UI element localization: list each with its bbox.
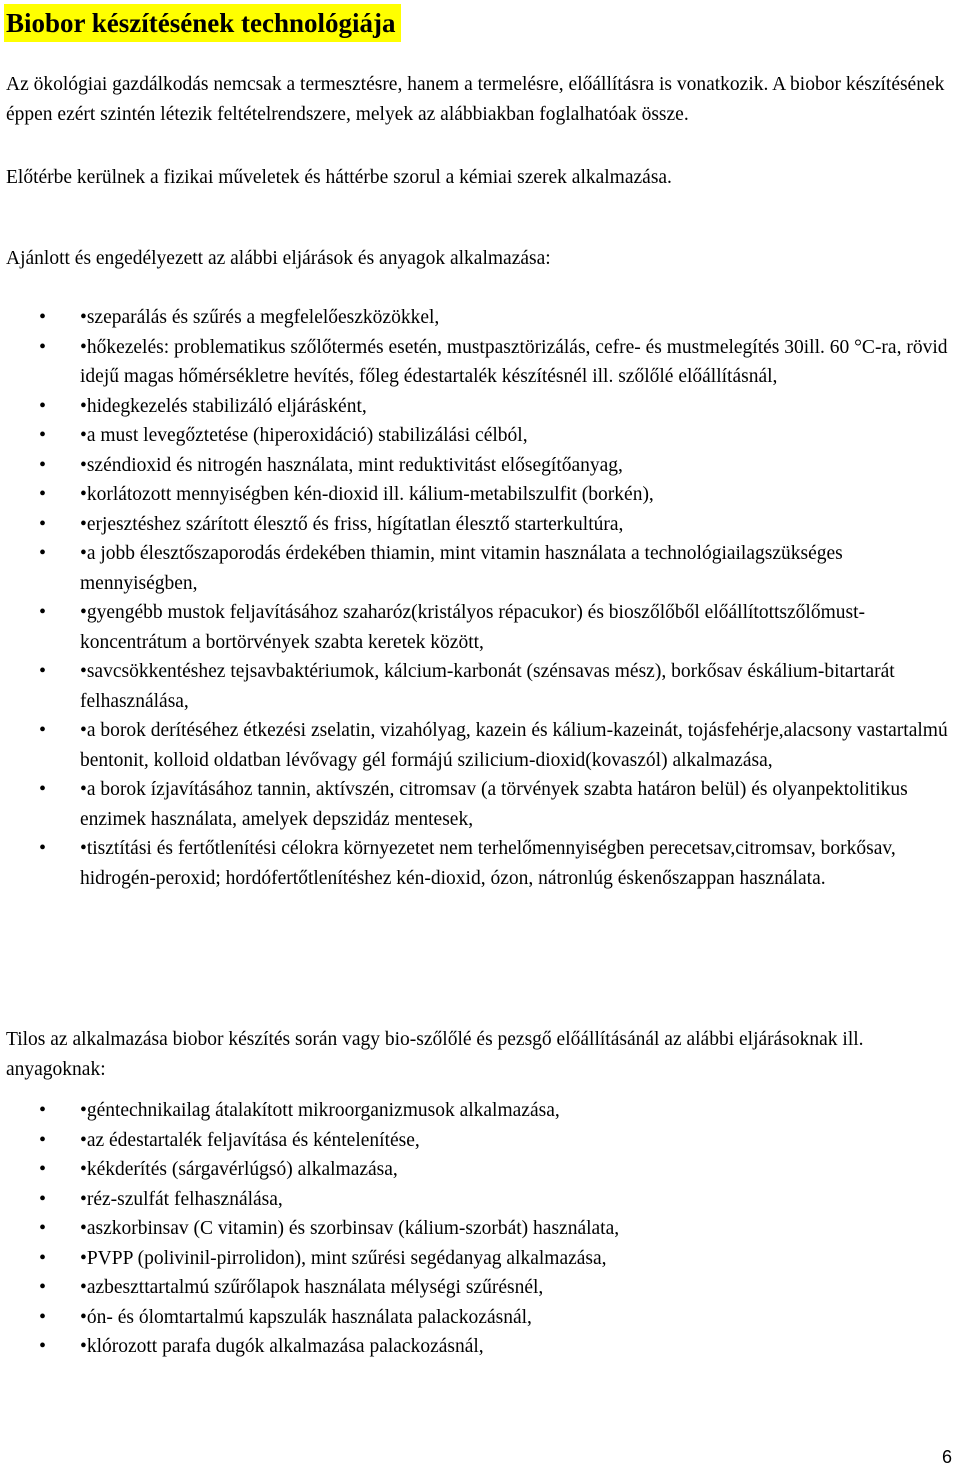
list-item xyxy=(0,421,950,451)
list-item-text: •réz-szulfát felhasználása, xyxy=(80,1188,283,1210)
list-item-text: •géntechnikailag átalakított mikroorganizmusok alkalmazása, xyxy=(80,1100,560,1121)
bullet-icon: • xyxy=(39,837,47,859)
list-item xyxy=(0,1273,950,1303)
bullet-icon: • xyxy=(39,335,47,358)
list-item xyxy=(0,1214,950,1244)
list-item-text: •tisztítási és fertőtlenítési célokra környezetet nem terhelőmennyiségben perecetsav,citromsav, borkősav, hidrogén-peroxid; hordófertőtlenítéshez kén-dioxid, ózon, nátronlúg éskenőszappan használata. xyxy=(80,838,896,889)
list-item-text: •az édestartalék feljavítása és kéntelenítése, xyxy=(80,1129,420,1151)
allowed-procedures-list xyxy=(0,303,950,893)
list-item xyxy=(0,834,950,893)
list-item xyxy=(0,1096,950,1126)
list-item-text: •savcsökkentéshez tejsavbaktériumok, kálcium-karbonát (szénsavas mész), borkősav éskálium-bitartarát felhasználása, xyxy=(80,661,895,712)
physical-operations-paragraph: Előtérbe kerülnek a fizikai műveletek és háttérbe szorul a kémiai szerek alkalmazása. xyxy=(6,167,672,188)
list-item xyxy=(0,716,950,775)
list-item xyxy=(0,598,950,657)
bullet-icon: • xyxy=(39,719,47,741)
list-item xyxy=(0,1303,950,1333)
list-item-text: •aszkorbinsav (C vitamin) és szorbinsav (kálium-szorbát) használata, xyxy=(80,1218,620,1239)
bullet-icon: • xyxy=(39,1099,47,1121)
bullet-icon: • xyxy=(39,1246,47,1269)
list-item xyxy=(0,539,950,598)
list-item xyxy=(0,1244,950,1274)
bullet-icon: • xyxy=(39,512,47,535)
bullet-icon: • xyxy=(39,542,47,564)
list-item-text: •ón- és ólomtartalmú kapszulák használata palackozásnál, xyxy=(80,1306,532,1328)
list-item-text: •a borok ízjavításához tannin, aktívszén, citromsav (a törvények szabta határon belül) és olyanpektolitikus enzimek használata, amelyek depszidáz mentesek, xyxy=(80,779,908,830)
list-item-text: •erjesztéshez szárított élesztő és friss, hígítatlan élesztő starterkultúra, xyxy=(80,513,624,535)
bullet-icon: • xyxy=(39,1335,47,1357)
bullet-icon: • xyxy=(39,1276,47,1298)
list-item xyxy=(0,775,950,834)
list-item xyxy=(0,510,950,540)
list-item xyxy=(0,392,950,422)
list-item-text: •kékderítés (sárgavérlúgsó) alkalmazása, xyxy=(80,1159,398,1180)
allowed-intro-paragraph: Ajánlott és engedélyezett az alábbi eljárások és anyagok alkalmazása: xyxy=(6,248,551,269)
bullet-icon: • xyxy=(39,1217,47,1239)
list-item-text: •klórozott parafa dugók alkalmazása palackozásnál, xyxy=(80,1336,484,1357)
list-item-text: •széndioxid és nitrogén használata, mint reduktivitást elősegítőanyag, xyxy=(80,454,623,476)
list-item-text: •a must levegőztetése (hiperoxidáció) stabilizálási célból, xyxy=(80,425,528,446)
list-item xyxy=(0,1185,950,1215)
list-item xyxy=(0,1126,950,1156)
page-number: 6 xyxy=(941,1447,952,1467)
bullet-icon: • xyxy=(39,424,47,446)
bullet-icon: • xyxy=(39,453,47,476)
bullet-icon: • xyxy=(39,483,47,505)
list-item-text: •azbeszttartalmú szűrőlapok használata mélységi szűrésnél, xyxy=(80,1277,544,1298)
list-item-text: •szeparálás és szűrés a megfelelőeszközökkel, xyxy=(80,307,440,328)
bullet-icon: • xyxy=(39,306,47,328)
bullet-icon: • xyxy=(39,601,47,623)
list-item-text: •gyengébb mustok feljavításához szaharóz(kristályos répacukor) és bioszőlőből előállítottszőlőmust-koncentrátum a bortörvények szabta keretek között, xyxy=(80,602,865,653)
bullet-icon: • xyxy=(39,1305,47,1328)
bullet-icon: • xyxy=(39,778,47,800)
forbidden-intro-paragraph: Tilos az alkalmazása biobor készítés során vagy bio-szőlőlé és pezsgő előállításánál az alábbi eljárásoknak ill. anyagoknak: xyxy=(6,1029,864,1080)
list-item xyxy=(0,333,950,392)
list-item xyxy=(0,451,950,481)
bullet-icon: • xyxy=(39,1187,47,1210)
bullet-icon: • xyxy=(39,394,47,417)
bullet-icon: • xyxy=(39,1128,47,1151)
list-item xyxy=(0,1155,950,1185)
list-item-text: •a jobb élesztőszaporodás érdekében thiamin, mint vitamin használata a technológiailagszükséges mennyiségben, xyxy=(80,543,843,594)
intro-paragraph: Az ökológiai gazdálkodás nemcsak a termesztésre, hanem a termelésre, előállításra is vonatkozik. A biobor készítésének éppen ezért szintén létezik feltételrendszere, melyek az alábbiakban foglalhatóak össze. xyxy=(6,74,945,125)
forbidden-procedures-list xyxy=(0,1096,950,1362)
list-item xyxy=(0,303,950,333)
list-item xyxy=(0,1332,950,1362)
list-item-text: •korlátozott mennyiségben kén-dioxid ill. kálium-metabilszulfit (borkén), xyxy=(80,484,654,505)
list-item-text: •hidegkezelés stabilizáló eljárásként, xyxy=(80,395,367,417)
list-item-text: •PVPP (polivinil-pirrolidon), mint szűrési segédanyag alkalmazása, xyxy=(80,1247,607,1269)
list-item xyxy=(0,657,950,716)
list-item xyxy=(0,480,950,510)
list-item-text: •hőkezelés: problematikus szőlőtermés esetén, mustpasztörizálás, cefre- és mustmelegítés 30ill. 60 °C-ra, rövid idejű magas hőmérsékletre hevítés, főleg édestartalék készítésnél ill. szőlőlé előállításnál, xyxy=(80,336,948,387)
list-item-text: •a borok derítéséhez étkezési zselatin, vizahólyag, kazein és kálium-kazeinát, tojásfehérje,alacsony vastartalmú bentonit, kolloid oldatban lévővagy gél formájú szilicium-dioxid(kovaszól) alkalmazása, xyxy=(80,720,948,771)
page-title: Biobor készítésének technológiája xyxy=(4,4,401,42)
bullet-icon: • xyxy=(39,1158,47,1180)
bullet-icon: • xyxy=(39,660,47,682)
